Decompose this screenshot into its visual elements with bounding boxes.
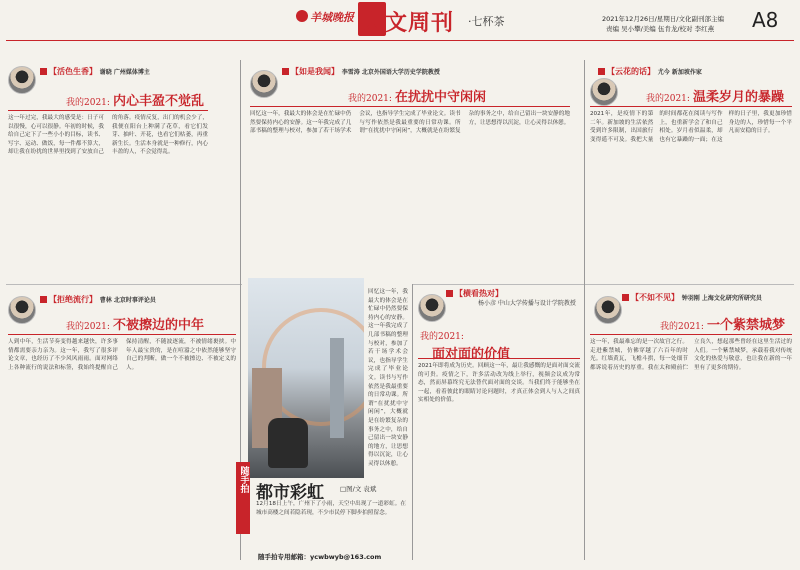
article-body: 2021年，是疫情下的第二年。新加坡的生活依然受到许多限制，出国旅行变得遥不可及。我把大量的时间都花在阅读与写作上，也重新学会了和自己相处。岁月看似温柔，却也有它暴躁的一面；在这样的日子里，我更加珍惜身边的人，珍惜每一个平凡而安稳的日子。	[590, 111, 792, 143]
photo-credit: □图/文 袁斌	[340, 485, 377, 493]
author-photo-avatar	[8, 66, 36, 94]
article-title: 我的2021: 内心丰盈不觉乱	[66, 94, 204, 109]
title-rule	[590, 106, 792, 107]
newspaper-logo	[296, 6, 360, 30]
photo-tag-vertical	[236, 462, 250, 534]
masthead-rule	[6, 40, 794, 41]
title-rule	[8, 334, 236, 335]
column-tag: 【拒绝流行】 曹林 北京时事评论员	[40, 294, 156, 306]
editors-line: 责编 吴小攀/美编 伍肯龙/校对 李红燕	[606, 25, 715, 33]
article-title: 我的2021: 面对面的价值	[420, 332, 511, 362]
tower-building	[330, 338, 344, 438]
article-title: 我的2021: 不被擦边的中年	[66, 318, 204, 333]
street-photo	[248, 278, 364, 478]
column-tag: 【不如不见】 钟羽刚 上海文化研究所研究员	[622, 292, 762, 304]
article-body: 回忆这一年，我最大的体会是在忙碌中仍然要保持内心的安静。这一年我完成了几部书稿的整理与校对，参加了若干场学术会议，也指导学生完成了毕业论文。读书与写作依然是我最重要的日常功课。所谓“在扰扰中守闲闲”，大概就是在纷繁复杂的事务之中，给自己留出一块安静的地方，让思想得以沉淀，让心灵得以休憩。	[250, 111, 570, 135]
author-photo-avatar	[594, 296, 622, 324]
title-rule	[590, 334, 792, 335]
column-tag: 【横看热对】	[446, 288, 503, 299]
article-body-continued: 回忆这一年，我最大的体会是在忙碌中仍然要保持内心的安静。这一年我完成了几部书稿的整理与校对，参加了若干场学术会议，也指导学生完成了毕业论文。读书与写作依然是我最重要的日常功课。所谓“在扰扰中守闲闲”，大概就是在纷繁复杂的事务之中，给自己留出一块安静的地方，让思想得以沉淀，让心灵得以休憩。	[368, 289, 408, 467]
title-rule	[8, 110, 208, 111]
column-tag: 【如是我闻】 李雪涛 北京外国语大学历史学院教授	[282, 66, 440, 78]
section-title: 人文周刊	[362, 10, 455, 36]
row-divider	[412, 284, 794, 285]
author-line: 钟羽刚 上海文化研究所研究员	[681, 295, 762, 302]
column-tag: 【云花的话】 尤今 新加坡作家	[598, 66, 702, 78]
author-photo-avatar	[590, 78, 618, 106]
photo-title: 都市彩虹	[256, 483, 324, 503]
author-line: 曹林 北京时事评论员	[99, 297, 156, 304]
article-body: 这一年过完，我最大的感受是：日子可以很慢，心可以很静。年初的时候，我给自己定下了一些小小的目标，读书、写字、运动、做饭，每一件都不算大，却让我在纷扰的世界里找到了安放自己的角落。疫情反复，出门的机会少了，我便在阳台上种满了花草，看它们发芽、抽叶、开花，也看它们枯萎，再重新生长。生活本身就是一种修行，内心丰盈的人，不会觉得乱。	[8, 115, 208, 156]
author-photo-avatar	[418, 294, 446, 322]
subsection-title: ·七杯茶	[468, 15, 505, 28]
title-rule	[418, 358, 580, 359]
title-rule	[250, 106, 570, 107]
author-line: 尤今 新加坡作家	[657, 69, 702, 76]
photo-caption: 12月18日上午，广州下了小雨，天空中出现了一道彩虹。在城市高楼之间若隐若现，不少市民停下脚步拍照留念。	[256, 501, 406, 516]
column-divider	[412, 284, 413, 560]
page-number: A8	[752, 8, 779, 32]
article-body: 这一年，我最难忘的是一次故宫之行。走进紫禁城，仿佛穿越了六百年的时光。红墙黄瓦，飞檐斗拱，每一处细节都诉说着历史的厚重。我在太和殿前伫立良久，想起那些曾经在这里生活过的人们。一个紫禁城梦，承载着我对传统文化的热爱与敬意，也让我在新的一年里有了更多的期待。	[590, 339, 792, 371]
column-divider	[584, 60, 585, 560]
scooter-rider	[268, 418, 308, 468]
article-body: 人到中年，生活节奏变得越来越快，许多事情都需要亲力亲为。这一年，我写了很多评论文章，也经历了不少风风雨雨。面对网络上各种流行的说法和标签，我始终提醒自己保持清醒，不随波逐流，不被情绪裹挟。中年人最宝贵的，是在喧嚣之中依然能够坚守自己的判断，做一个不被擦边、不被定义的人。	[8, 339, 236, 371]
photo-tag-text: 随手拍	[238, 466, 249, 493]
author-line: 杨小彦 中山大学传播与设计学院教授	[478, 300, 576, 307]
article-body: 2021年即将成为历史。回顾这一年，最让我感慨的是面对面交流的可贵。疫情之下，许多活动改为线上举行，视频会议成为常态，然而屏幕终究无法替代面对面的交谈。当我们终于能够坐在一起，看着彼此的眼睛讨论问题时，才真正体会到人与人之间真实相处的价值。	[418, 363, 580, 404]
column-tag: 【活色生香】 谢晓 广州媒体博主	[40, 66, 150, 78]
author-photo-avatar	[250, 70, 278, 98]
date-line: 2021年12月26日/星期日/文化副刊部主编	[602, 15, 724, 23]
author-line: 李雪涛 北京外国语大学历史学院教授	[341, 69, 440, 76]
article-title: 我的2021: 一个紫禁城梦	[660, 318, 785, 333]
logo-bird-icon	[296, 10, 308, 22]
row-divider	[6, 284, 242, 285]
submission-email[interactable]: 随手拍专用邮箱：ycwbwyb@163.com	[258, 553, 382, 561]
article-title: 我的2021: 温柔岁月的暴躁	[646, 90, 784, 105]
author-line: 谢晓 广州媒体博主	[99, 69, 150, 76]
author-photo-avatar	[8, 296, 36, 324]
article-title: 我的2021: 在扰扰中守闲闲	[348, 90, 486, 105]
paper-name: 羊城晚报	[310, 11, 354, 24]
